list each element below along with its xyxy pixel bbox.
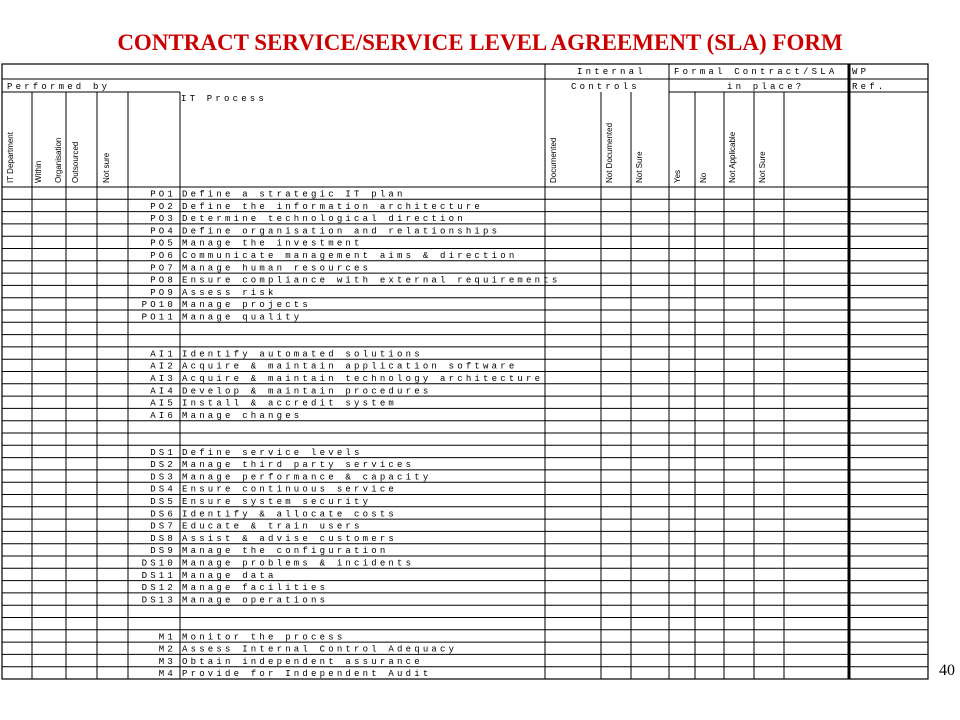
col-organisation: Organisation	[54, 137, 63, 183]
row-process: Manage the configuration	[182, 546, 389, 557]
col-not-sure-controls: Not Sure	[635, 151, 644, 183]
row-process: Monitor the process	[182, 632, 346, 643]
row-code: PO2	[150, 201, 176, 212]
row-code: AI1	[150, 349, 176, 360]
header-wp-ref-2: Ref.	[852, 82, 887, 92]
row-process: Define service levels	[182, 447, 363, 458]
col-no: No	[699, 172, 708, 183]
row-process: Ensure compliance with external requirements	[182, 275, 561, 286]
row-process: Communicate management aims & direction	[182, 251, 518, 261]
row-code: PO4	[150, 226, 176, 237]
row-process: Define organisation and relationships	[182, 226, 501, 237]
row-process: Manage performance & capacity	[182, 472, 432, 483]
row-code: DS12	[141, 583, 176, 594]
row-code: PO6	[150, 251, 176, 261]
col-outsourced: Outsourced	[71, 141, 80, 183]
row-process: Manage quality	[182, 312, 303, 323]
row-code: DS11	[141, 570, 176, 581]
col-documented: Documented	[549, 137, 558, 183]
header-wp-ref-1: WP	[852, 67, 870, 77]
row-process: Identify & allocate costs	[182, 509, 398, 520]
header-internal-controls-2: Controls	[571, 82, 640, 92]
row-process: Assess Internal Control Adequacy	[182, 644, 458, 655]
row-process: Manage problems & incidents	[182, 558, 415, 569]
row-process: Obtain independent assurance	[182, 656, 423, 667]
row-code: M1	[158, 632, 176, 643]
row-process: Manage data	[182, 570, 277, 581]
header-performed-by: Performed by	[7, 82, 111, 92]
col-it-department: IT Department	[6, 132, 15, 183]
row-code: AI2	[150, 361, 176, 372]
row-code: DS5	[150, 497, 176, 507]
row-code: AI3	[150, 374, 176, 384]
row-process: Identify automated solutions	[182, 349, 423, 360]
row-code: PO7	[150, 263, 176, 274]
row-process: Manage operations	[182, 595, 329, 606]
row-code: DS6	[150, 509, 176, 520]
row-process: Install & accredit system	[182, 398, 398, 409]
row-process: Manage projects	[182, 300, 312, 311]
row-process: Acquire & maintain application software	[182, 361, 518, 372]
column-labels	[6, 123, 767, 183]
header-formal-contract-1: Formal Contract/SLA	[674, 67, 838, 77]
row-code: M2	[158, 644, 176, 655]
row-code: DS13	[141, 595, 176, 606]
row-process: Manage third party services	[182, 460, 415, 471]
row-code: DS7	[150, 521, 176, 532]
header-formal-contract-2: in place?	[727, 82, 805, 92]
row-code: DS8	[150, 533, 176, 544]
row-process: Manage the investment	[182, 238, 363, 249]
row-process: Define the information architecture	[182, 201, 484, 212]
col-yes: Yes	[673, 169, 682, 183]
row-process: Manage human resources	[182, 263, 372, 274]
row-code: DS3	[150, 472, 176, 483]
col-not-sure-contract: Not Sure	[758, 151, 767, 183]
page-number: 40	[939, 662, 955, 679]
row-code: DS4	[150, 484, 176, 495]
row-code: DS10	[141, 558, 176, 569]
row-code: AI4	[150, 386, 176, 397]
row-process: Educate & train users	[182, 521, 363, 532]
row-code: AI6	[150, 410, 176, 421]
row-process: Ensure continuous service	[182, 484, 398, 495]
form-title: CONTRACT SERVICE/SERVICE LEVEL AGREEMENT (SLA) FORM	[117, 30, 843, 55]
row-process: Provide for Independent Audit	[182, 669, 432, 680]
row-code: M4	[158, 669, 176, 680]
process-rows	[142, 190, 561, 680]
row-code: DS9	[150, 546, 176, 557]
row-process: Ensure system security	[182, 497, 372, 507]
col-not-documented: Not Documented	[605, 122, 614, 183]
col-not-sure-performed: Not sure	[102, 152, 111, 183]
row-process: Manage facilities	[182, 583, 329, 594]
row-process: Define a strategic IT plan	[182, 189, 406, 200]
header-it-process: IT Process	[181, 94, 268, 104]
row-code: DS2	[150, 460, 176, 471]
row-process: Determine technological direction	[182, 214, 466, 225]
row-process: Assist & advise customers	[182, 533, 398, 544]
row-code: PO11	[141, 312, 176, 323]
row-process: Develop & maintain procedures	[182, 386, 432, 397]
row-code: PO10	[141, 300, 176, 311]
row-code: AI5	[150, 398, 176, 409]
row-code: M3	[158, 656, 176, 667]
col-within: Within	[34, 160, 43, 183]
row-code: DS1	[150, 447, 176, 458]
col-not-applicable: Not Applicable	[728, 131, 737, 183]
row-code: PO3	[150, 214, 176, 225]
row-code: PO5	[150, 238, 176, 249]
row-process: Acquire & maintain technology architecture	[182, 374, 544, 384]
header-internal-controls-1: Internal	[577, 67, 646, 77]
row-process: Assess risk	[182, 287, 277, 298]
row-code: PO8	[150, 275, 176, 286]
row-code: PO9	[150, 287, 176, 298]
row-process: Manage changes	[182, 410, 303, 421]
row-code: PO1	[150, 189, 176, 200]
